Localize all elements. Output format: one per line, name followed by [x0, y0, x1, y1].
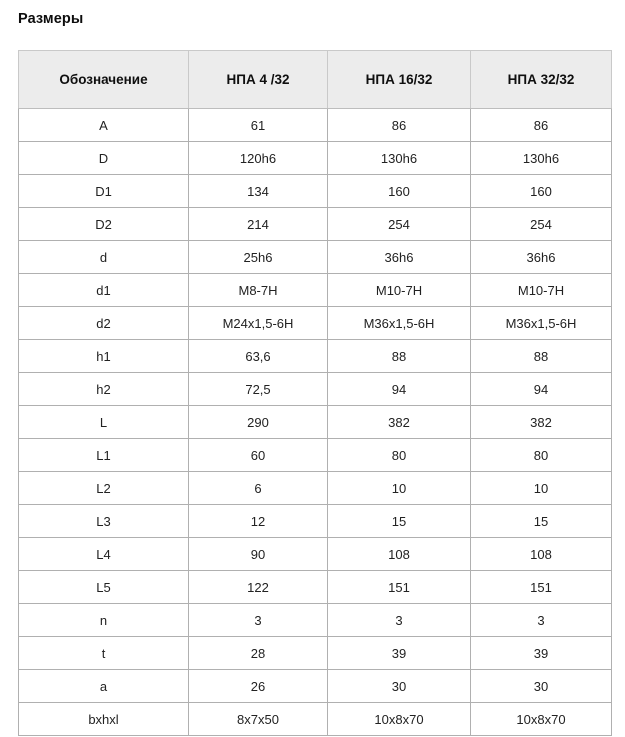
cell-value: 108: [328, 538, 471, 571]
row-label: bxhxl: [19, 703, 189, 736]
table-row: [19, 241, 612, 274]
cell-value: 15: [328, 505, 471, 538]
cell-value: 60: [189, 439, 328, 472]
table-row: [19, 208, 612, 241]
cell-value: 36h6: [471, 241, 612, 274]
cell-value: 39: [471, 637, 612, 670]
cell-value: 151: [328, 571, 471, 604]
column-header-npa-32-32: НПА 32/32: [471, 51, 612, 109]
cell-value: 28: [189, 637, 328, 670]
cell-value: 130h6: [328, 142, 471, 175]
table-row: [19, 373, 612, 406]
table-body: [19, 109, 612, 736]
cell-value: 3: [189, 604, 328, 637]
cell-value: M36x1,5-6H: [471, 307, 612, 340]
table-row: [19, 340, 612, 373]
cell-value: M8-7H: [189, 274, 328, 307]
table-row: [19, 439, 612, 472]
dimensions-table: [18, 50, 612, 736]
column-header-npa-4-32: НПА 4 /32: [189, 51, 328, 109]
cell-value: 254: [328, 208, 471, 241]
row-label: d: [19, 241, 189, 274]
column-header-npa-16-32: НПА 16/32: [328, 51, 471, 109]
cell-value: M10-7H: [471, 274, 612, 307]
cell-value: 8x7x50: [189, 703, 328, 736]
cell-value: 108: [471, 538, 612, 571]
cell-value: 86: [471, 109, 612, 142]
cell-value: 30: [328, 670, 471, 703]
cell-value: 290: [189, 406, 328, 439]
table-row: [19, 406, 612, 439]
cell-value: 88: [328, 340, 471, 373]
cell-value: M36x1,5-6H: [328, 307, 471, 340]
row-label: n: [19, 604, 189, 637]
table-row: [19, 637, 612, 670]
cell-value: 214: [189, 208, 328, 241]
cell-value: 120h6: [189, 142, 328, 175]
table-row: [19, 142, 612, 175]
table-row: [19, 274, 612, 307]
row-label: t: [19, 637, 189, 670]
row-label: d1: [19, 274, 189, 307]
cell-value: 3: [471, 604, 612, 637]
table-row: [19, 670, 612, 703]
row-label: A: [19, 109, 189, 142]
cell-value: 382: [471, 406, 612, 439]
row-label: D2: [19, 208, 189, 241]
cell-value: 25h6: [189, 241, 328, 274]
cell-value: 122: [189, 571, 328, 604]
row-label: h2: [19, 373, 189, 406]
dimensions-table-container: [18, 50, 611, 736]
table-row: [19, 505, 612, 538]
cell-value: 254: [471, 208, 612, 241]
cell-value: 26: [189, 670, 328, 703]
table-row: [19, 109, 612, 142]
cell-value: 36h6: [328, 241, 471, 274]
page-title: Размеры: [18, 11, 84, 27]
row-label: D1: [19, 175, 189, 208]
row-label: h1: [19, 340, 189, 373]
table-row: [19, 604, 612, 637]
cell-value: 88: [471, 340, 612, 373]
table-row: [19, 472, 612, 505]
table-row: [19, 175, 612, 208]
cell-value: M10-7H: [328, 274, 471, 307]
cell-value: 39: [328, 637, 471, 670]
table-header: [19, 51, 612, 109]
row-label: d2: [19, 307, 189, 340]
cell-value: 134: [189, 175, 328, 208]
cell-value: 80: [471, 439, 612, 472]
cell-value: 10: [471, 472, 612, 505]
cell-value: 12: [189, 505, 328, 538]
table-row: [19, 307, 612, 340]
row-label: L1: [19, 439, 189, 472]
cell-value: 15: [471, 505, 612, 538]
cell-value: 72,5: [189, 373, 328, 406]
row-label: L5: [19, 571, 189, 604]
row-label: L: [19, 406, 189, 439]
cell-value: 86: [328, 109, 471, 142]
column-header-designation: Обозначение: [19, 51, 189, 109]
row-label: L2: [19, 472, 189, 505]
row-label: D: [19, 142, 189, 175]
row-label: a: [19, 670, 189, 703]
cell-value: 80: [328, 439, 471, 472]
table-row: [19, 538, 612, 571]
cell-value: 30: [471, 670, 612, 703]
table-row: [19, 571, 612, 604]
cell-value: 160: [471, 175, 612, 208]
row-label: L3: [19, 505, 189, 538]
table-row: [19, 703, 612, 736]
row-label: L4: [19, 538, 189, 571]
table-header-row: [19, 51, 612, 109]
cell-value: 151: [471, 571, 612, 604]
cell-value: 10x8x70: [471, 703, 612, 736]
cell-value: 90: [189, 538, 328, 571]
cell-value: 160: [328, 175, 471, 208]
cell-value: 6: [189, 472, 328, 505]
cell-value: 94: [471, 373, 612, 406]
cell-value: 61: [189, 109, 328, 142]
cell-value: 10x8x70: [328, 703, 471, 736]
cell-value: 130h6: [471, 142, 612, 175]
cell-value: 10: [328, 472, 471, 505]
cell-value: 63,6: [189, 340, 328, 373]
cell-value: 3: [328, 604, 471, 637]
cell-value: 382: [328, 406, 471, 439]
cell-value: 94: [328, 373, 471, 406]
cell-value: M24x1,5-6H: [189, 307, 328, 340]
